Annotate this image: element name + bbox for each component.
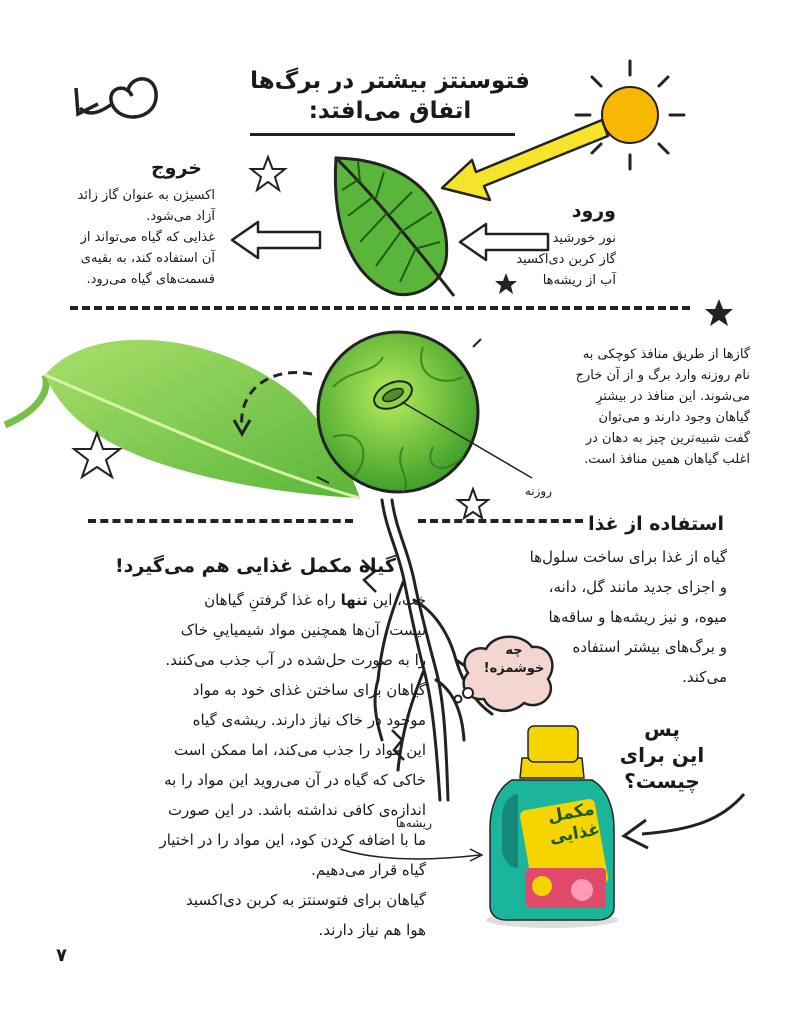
star-icon — [248, 154, 288, 194]
supplement-text — [90, 585, 426, 945]
supplement-line: اندازه‌ی کافی نداشته باشد. در این صورت — [167, 801, 426, 819]
supplement-line: را به صورت حل‌شده در آب جذب می‌کنند. — [165, 651, 426, 669]
food-use-line: می‌کند. — [682, 668, 727, 686]
bubble-line: خوشمزه! — [483, 661, 545, 676]
pointer-arrow-icon — [612, 790, 752, 870]
stomata-line: گیاهان وجود دارند و می‌توان — [598, 410, 750, 425]
exit-line: قسمت‌های گیاه می‌رود. — [86, 272, 215, 287]
supplement-line: نیست. آن‌ها همچنین مواد شیمیاییِ خاک — [180, 621, 426, 639]
thin-arrow-icon — [338, 845, 488, 875]
exit-line: آزاد می‌شود. — [146, 209, 215, 224]
supplement-line: این مواد را جذب می‌کند، اما ممکن است — [173, 741, 426, 759]
roots-label: ریشه‌ها — [395, 816, 432, 830]
stoma-label: روزنه — [524, 484, 552, 498]
page-title: فتوسنتز بیشتر در برگ‌ها اتفاق می‌افتد: — [250, 68, 530, 124]
question-line: این برای — [619, 743, 705, 767]
swirl-arrow-icon — [68, 62, 168, 142]
supplement-line: گیاه قرار می‌دهیم. — [311, 861, 426, 879]
entry-line: گاز کربن دی‌اکسید — [516, 252, 616, 267]
exit-line: اکسیژن به عنوان گاز زائد — [77, 188, 215, 203]
bottle-label-line: غذایی — [547, 819, 602, 849]
supplement-line-bold: تنها — [340, 591, 368, 609]
exit-heading: خروج — [150, 157, 202, 179]
stomata-line: نام روزنه وارد برگ و از آن خارج — [575, 368, 750, 383]
leaf-icon — [328, 150, 458, 300]
supplement-line-post: راه غذا گرفتنِ گیاهان — [204, 591, 341, 609]
food-use-heading: استفاده از غذا — [588, 513, 724, 535]
exit-arrow-icon — [228, 216, 328, 266]
stomata-line: گازها از طریق منافذ کوچکی به — [582, 347, 750, 362]
bubble-line: چه — [505, 643, 523, 658]
food-use-line: و اجزای جدید مانند گل، دانه، — [548, 578, 727, 596]
exit-text — [40, 185, 215, 290]
stomata-line: اغلب گیاهان همین منافذ است. — [584, 452, 750, 467]
supplement-line-pre: خب، این — [367, 591, 426, 609]
entry-line: نور خورشید — [552, 231, 616, 246]
question-text — [612, 716, 712, 794]
supplement-line — [90, 585, 426, 615]
entry-heading: ورود — [571, 200, 616, 222]
star-icon — [494, 272, 518, 296]
bubble-text — [476, 642, 552, 678]
supplement-line: موجود در خاک نیاز دارند. ریشه‌ی گیاه — [192, 711, 426, 729]
bottle-label-line: مکمل — [546, 799, 596, 828]
star-icon — [72, 430, 122, 480]
food-use-line: گیاه از غذا برای ساخت سلول‌ها — [529, 548, 727, 566]
question-line: چیست؟ — [624, 769, 700, 793]
supplement-heading: گیاه مکمل غذایی هم می‌گیرد! — [114, 555, 396, 577]
stomata-line: می‌شوند. این منافذ در بیشترِ — [596, 389, 750, 404]
stomata-line: گفت شبیه‌ترین چیز به دهان در — [585, 431, 750, 446]
exit-line: آن استفاده کند، به بقیه‌ی — [80, 251, 215, 266]
entry-line: آب از ریشه‌ها — [542, 273, 616, 288]
food-use-line: و برگ‌های بیشتر استفاده — [572, 638, 727, 656]
food-use-line: میوه، و نیز ریشه‌ها و ساقه‌ها — [548, 608, 727, 626]
supplement-line: ما با اضافه کردن کود، این مواد را در اختیار — [159, 831, 426, 849]
exit-line: غذایی که گیاه می‌تواند از — [80, 230, 215, 245]
supplement-line: خاکی که گیاه در آن می‌روید این مواد را به — [164, 771, 426, 789]
section-divider — [88, 519, 353, 523]
supplement-line: گیاهان برای فتوسنتز به کربن دی‌اکسید — [185, 891, 426, 909]
section-divider — [70, 306, 690, 310]
star-icon — [703, 297, 735, 329]
sunlight-arrow-icon — [432, 108, 632, 208]
stomata-text — [488, 344, 750, 470]
supplement-line: گیاهان برای ساختن غذای خود به مواد — [192, 681, 426, 699]
page-number: ۷ — [56, 945, 67, 966]
question-line: پس — [644, 717, 680, 741]
supplement-line: هوا هم نیاز دارند. — [318, 921, 426, 939]
